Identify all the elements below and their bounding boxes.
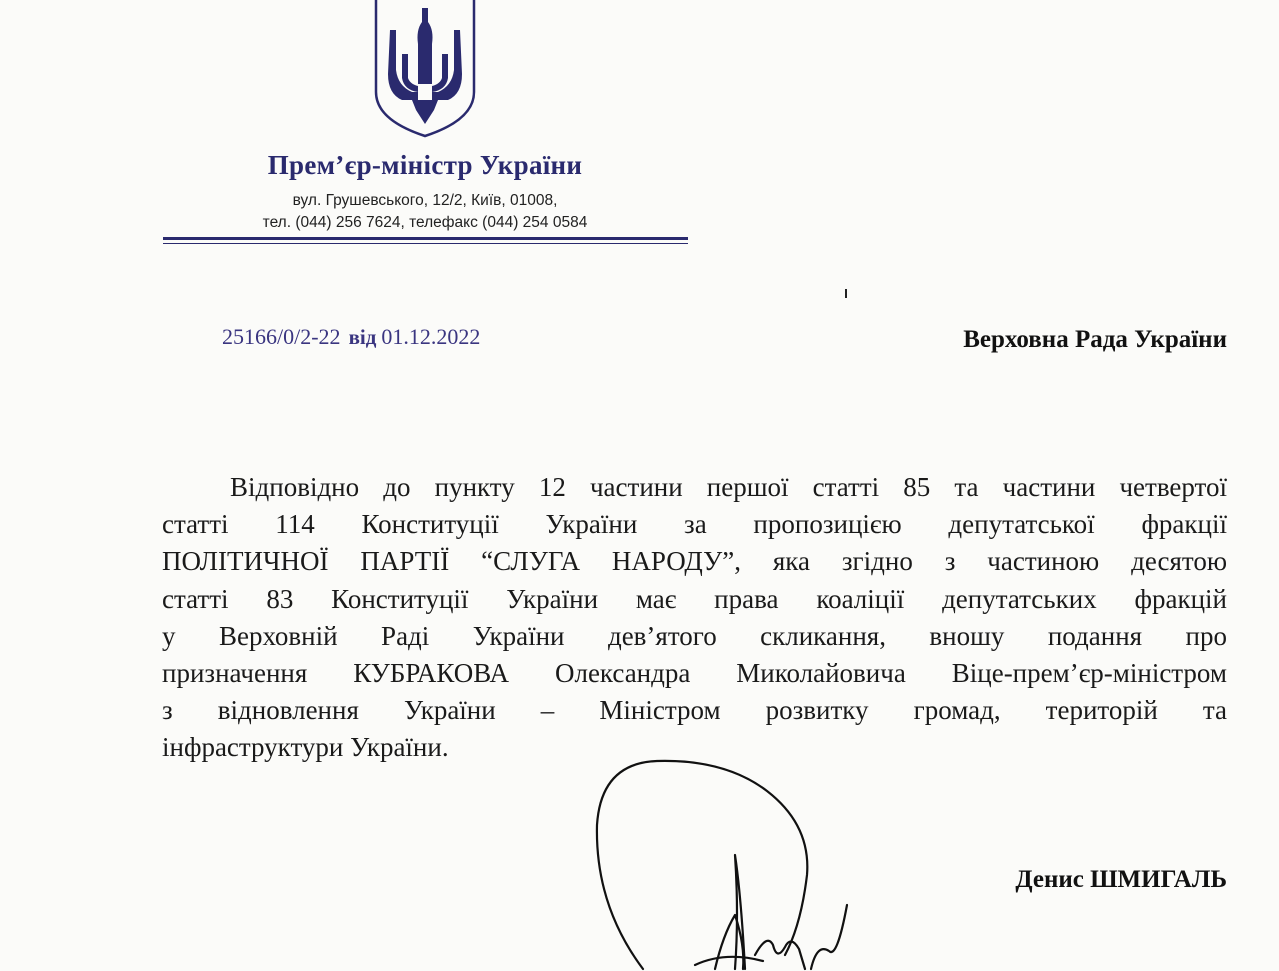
body-line: Відповідно до пункту 12 частини першої статті 85 та частини четвертої [230,472,1227,502]
issuer-title: Прем’єр-міністр України [267,150,583,180]
body-line: призначення КУБРАКОВА Олександра Миколайовича Віце-прем’єр-міністром [162,657,1227,688]
letter-body [162,469,1227,767]
handwritten-signature [585,755,860,971]
registration-stamp [222,324,480,350]
body-line: статті 114 Конституції України за пропозицією депутатської фракції [162,509,1227,540]
body-line: статті 83 Конституції України має права коаліції депутатських фракцій [162,583,1227,614]
issuer-address: вул. Грушевського, 12/2, Київ, 01008, [292,192,558,209]
body-line: з відновлення України – Міністром розвитку громад, територій та [162,695,1227,726]
margin-mark [845,289,847,298]
body-line: у Верховній Раді України дев’ятого скликання, вношу подання про [162,620,1227,651]
registration-from-label: від [348,325,377,349]
registration-date: 01.12.2022 [381,324,481,349]
body-line: ПОЛІТИЧНОЇ ПАРТІЇ “СЛУГА НАРОДУ”, яка згідно з частиною десятою [162,546,1227,577]
letterhead-rule-thin [163,243,688,244]
signatory-name: Денис ШМИГАЛЬ [1015,866,1227,893]
addressee: Верховна Рада України [963,326,1227,353]
registration-number: 25166/0/2-22 [222,324,341,349]
issuer-phone: тел. (044) 256 7624, телефакс (044) 254 0584 [262,214,588,231]
body-line: інфраструктури України. [162,732,449,763]
trident-coat-of-arms-icon [372,0,478,140]
letterhead-rule-thick [163,237,688,240]
